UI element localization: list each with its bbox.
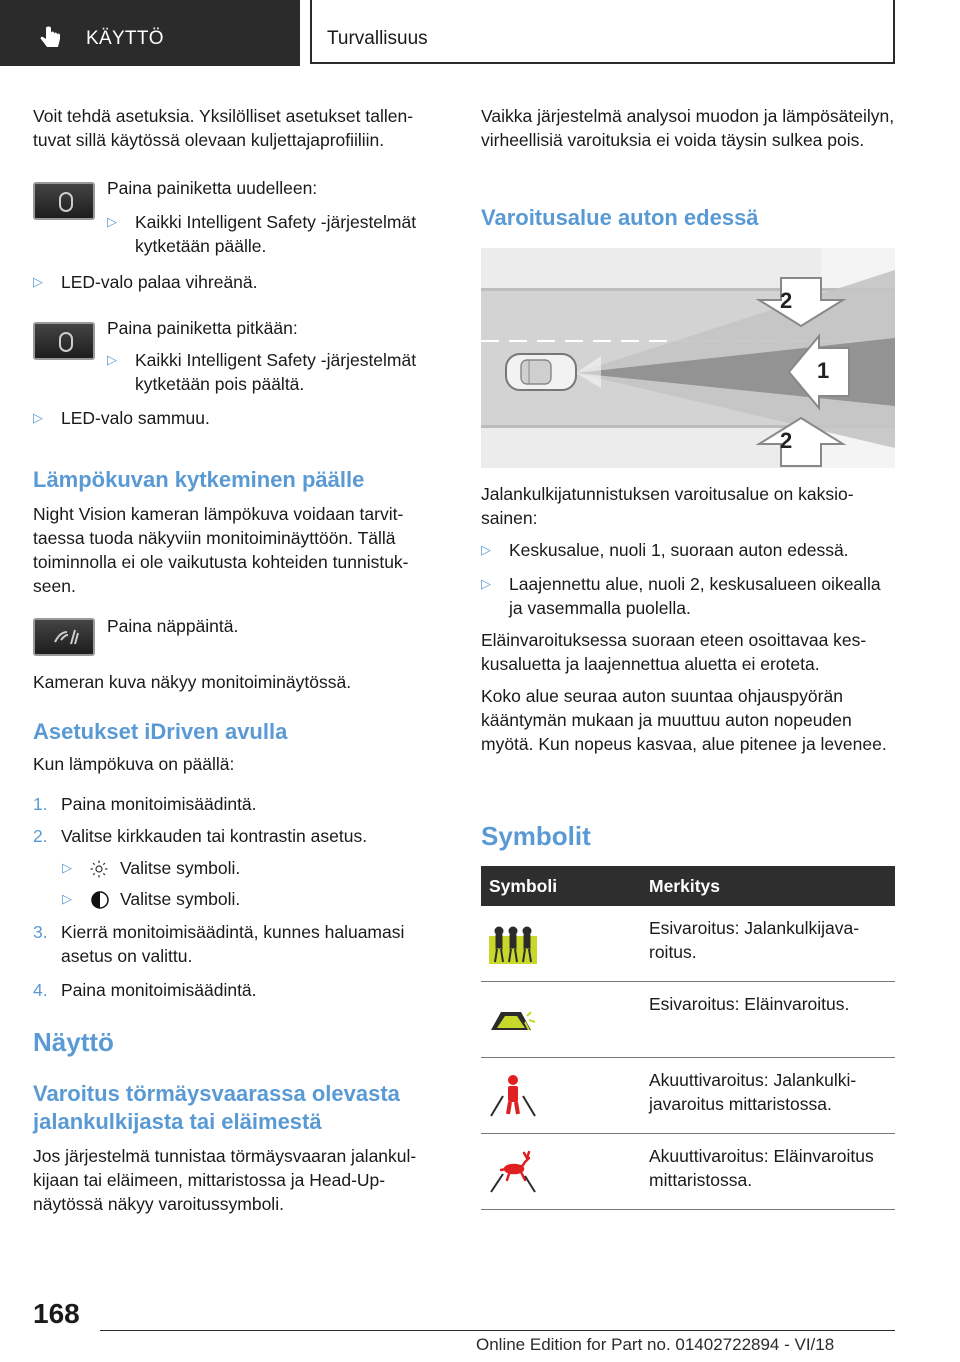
camera-view-text: Kameran kuva näkyy monitoiminäytössä. (33, 672, 352, 692)
pedestrian-acute-warning-icon (487, 1074, 539, 1118)
heading-idrive: Asetukset iDriven avulla (33, 719, 288, 744)
thermal-text: Night Vision kameran lämpökuva voidaan tarvittaessa tuoda näkyviin monitoiminäyttöön. Tällä toiminnolla ei ole vaikutusta kohteiden tunnistukseen. (33, 504, 409, 596)
triangle-bullet-icon: ▷ (33, 274, 43, 289)
column-header-symbol: Symboli (489, 876, 558, 896)
analysis-text: Vaikka järjestelmä analysoi muodon ja lämpösäteilyn, virheellisiä varoituksia ei voida täysin sulkea pois. (481, 106, 895, 150)
table-row (481, 982, 895, 1058)
page-number: 168 (33, 1298, 80, 1329)
footer-divider (100, 1330, 895, 1331)
safety-symbol-icon (59, 332, 73, 352)
chapter-tab (0, 0, 300, 66)
symbol-description: Esivaroitus: Eläinvaroitus. (649, 994, 850, 1014)
hand-pointer-icon (40, 26, 62, 50)
heading-symbols: Symbolit (481, 821, 591, 851)
night-vision-icon (53, 628, 79, 646)
symbol-description: Esivaroitus: Jalankulkijavaroitus. (649, 918, 860, 962)
intro-text: Voit tehdä asetuksia. Yksilölliset asetukset tallentuvat sillä käytössä olevaan kuljettajaprofiiliin. (33, 106, 414, 150)
heading-warning: Varoitus törmäysvaarassa olevasta jalankulkijasta tai eläimestä (33, 1081, 400, 1134)
symbols-table (481, 866, 895, 1210)
animal-acute-warning-icon (487, 1150, 539, 1194)
animal-prewarning-icon (487, 1006, 539, 1034)
safety-symbol-icon (59, 192, 73, 212)
chapter-title: KÄYTTÖ (86, 28, 164, 49)
diagram-label-2-bottom: 2 (780, 428, 793, 453)
diagram-label-1: 1 (817, 358, 830, 383)
heading-display: Näyttö (33, 1027, 114, 1057)
section-header (310, 0, 895, 64)
warning-zone-illustration (481, 248, 895, 468)
idrive-intro: Kun lämpökuva on päällä: (33, 754, 235, 774)
section-title: Turvallisuus (327, 28, 428, 49)
edition-text: Online Edition for Part no. 01402722894 - VI/18 (476, 1335, 835, 1354)
pedestrian-prewarning-icon (487, 922, 539, 966)
table-row (481, 906, 895, 982)
warning-zone-diagram (481, 248, 895, 468)
press-key-text: Paina näppäintä. (107, 616, 239, 636)
diagram-label-2-top: 2 (780, 288, 793, 313)
triangle-bullet-icon: ▷ (107, 214, 117, 229)
triangle-bullet-icon: ▷ (107, 352, 117, 367)
brightness-icon (90, 860, 108, 878)
car-icon (506, 354, 576, 390)
safety-button-image (33, 322, 95, 360)
column-header-meaning: Merkitys (649, 876, 721, 896)
press-again-text: Paina painiketta uudelleen: (107, 178, 318, 198)
triangle-bullet-icon: ▷ (33, 410, 43, 425)
warning-text: Jos järjestelmä tunnistaa törmäysvaaran jalankulkijaan tai eläimeen, mittaristossa ja Head-Up-näytössä näkyy varoitussymboli. (33, 1146, 417, 1214)
symbol-description: Akuuttivaroitus: Eläinvaroitus mittaristossa. (649, 1146, 874, 1190)
animal-text: Eläinvaroituksessa suoraan eteen osoittavaa keskusaluetta ja laajennettua aluetta ei eroteta. (481, 630, 867, 674)
triangle-bullet-icon: ▷ (481, 576, 491, 591)
follow-text: Koko alue seuraa auton suuntaa ohjauspyörän kääntymän mukaan ja muuttuu auton nopeuden myötä. Kun nopeus kasvaa, alue pitenee ja levenee. (481, 686, 887, 754)
table-row (481, 1058, 895, 1134)
heading-zone: Varoitusalue auton edessä (481, 205, 759, 230)
press-long-text: Paina painiketta pitkään: (107, 318, 298, 338)
night-vision-button-image (33, 618, 95, 656)
step-item: 3. Kierrä monitoimisäädintä, kunnes haluamasi asetus on valittu. (33, 922, 405, 966)
table-header (481, 866, 895, 906)
triangle-bullet-icon: ▷ (62, 891, 72, 906)
safety-button-image (33, 182, 95, 220)
triangle-bullet-icon: ▷ (481, 542, 491, 557)
heading-thermal: Lämpökuvan kytkeminen päälle (33, 467, 365, 492)
symbol-description: Akuuttivaroitus: Jalankulkijavaroitus mittaristossa. (649, 1070, 857, 1114)
triangle-bullet-icon: ▷ (62, 860, 72, 875)
zone-intro: Jalankulkijatunnistuksen varoitusalue on kaksiosainen: (481, 484, 854, 528)
table-row (481, 1134, 895, 1210)
contrast-icon (90, 890, 110, 910)
